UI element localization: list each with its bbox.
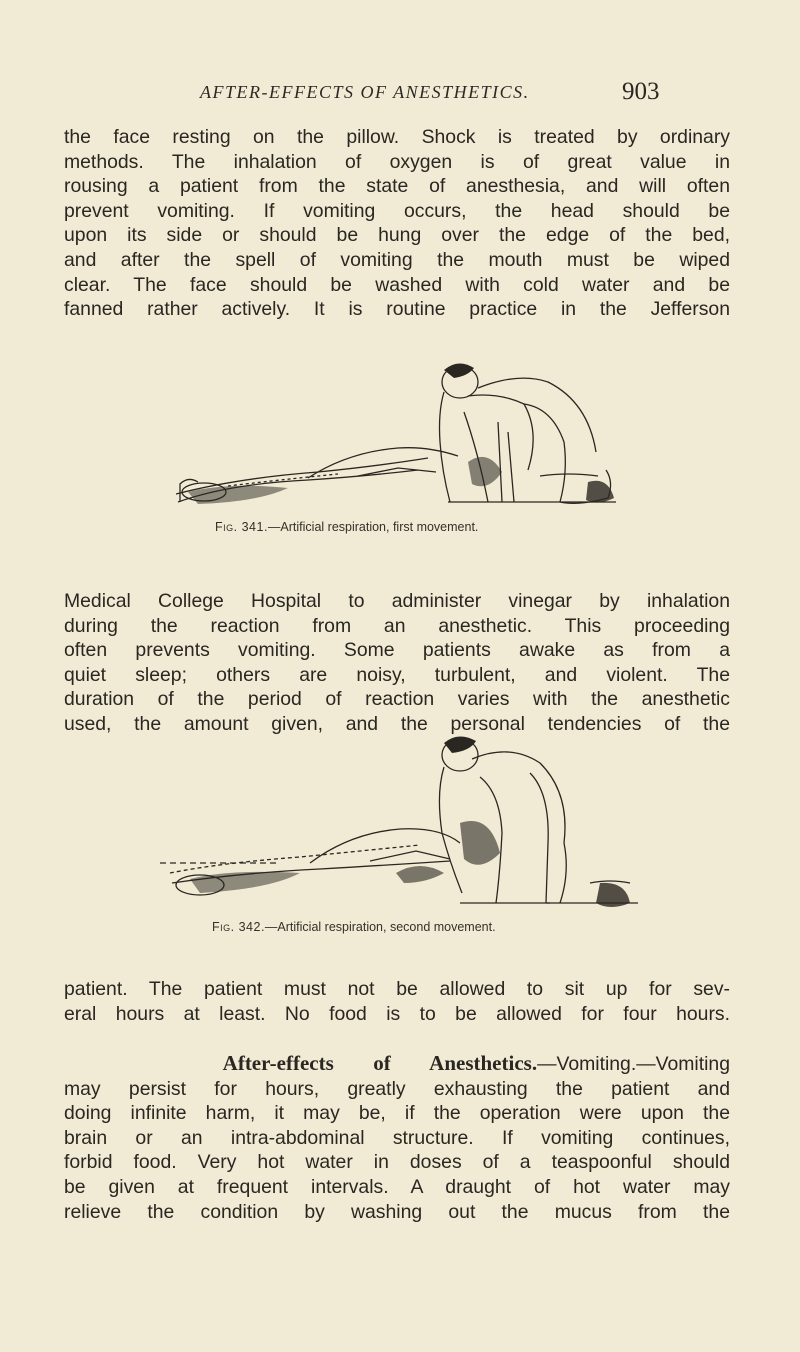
section-heading: After-effects of Anesthetics. [222, 1051, 538, 1075]
text-line: used, the amount given, and the personal tendencies of the [64, 712, 730, 735]
text-line: patient. The patient must not be allowed to sit up for sev- [64, 978, 730, 1000]
page-header [0, 80, 800, 114]
figure-341-illustration [168, 352, 616, 510]
text-line: fanned rather actively. It is routine practice in the Jefferson [64, 298, 730, 321]
text-line: doing infinite harm, it may be, if the operation were upon the [64, 1102, 730, 1125]
text-line: eral hours at least. No food is to be allowed for four hours. [64, 1002, 730, 1025]
figure-number: Fig. 341. [215, 520, 268, 534]
figure-number: Fig. 342. [212, 920, 265, 934]
figure-caption-text: —Artificial respiration, second movement. [264, 920, 496, 934]
page-number: 903 [622, 78, 660, 105]
text-line: duration of the period of reaction varies with the anesthetic [64, 688, 730, 711]
figure-341-caption [215, 520, 478, 534]
text-line: upon its side or should be hung over the edge of the bed, [64, 224, 730, 247]
figure-caption-text: —Artificial respiration, first movement. [267, 520, 479, 534]
text-line: methods. The inhalation of oxygen is of great value in [64, 150, 730, 173]
text-fragment: —Vomiting [636, 1053, 730, 1075]
text-line: and after the spell of vomiting the mouth must be wiped [64, 248, 730, 271]
text-line: the face resting on the pillow. Shock is treated by ordinary [64, 126, 730, 148]
text-line: Medical College Hospital to administer vinegar by inhalation [64, 590, 730, 612]
text-line: relieve the condition by washing out the mucus from the [64, 1200, 730, 1223]
text-line: clear. The face should be washed with cold water and be [64, 273, 730, 296]
text-line: often prevents vomiting. Some patients awake as from a [64, 639, 730, 662]
text-line: prevent vomiting. If vomiting occurs, the head should be [64, 199, 730, 222]
text-line: rousing a patient from the state of anesthesia, and will often [64, 175, 730, 198]
paragraph-1 [64, 125, 730, 322]
paragraph-4 [64, 1051, 730, 1224]
text-line: quiet sleep; others are noisy, turbulent, and violent. The [64, 663, 730, 686]
text-line: may persist for hours, greatly exhausting the patient and [64, 1077, 730, 1100]
text-line: be given at frequent intervals. A draught of hot water may [64, 1175, 730, 1198]
figure-342-illustration [160, 733, 638, 911]
figure-342-caption [212, 920, 496, 934]
paragraph-3 [64, 977, 730, 1026]
text-line: during the reaction from an anesthetic. This proceeding [64, 614, 730, 637]
running-head: AFTER-EFFECTS OF ANESTHETICS. [200, 82, 530, 102]
text-line-with-heading [64, 1051, 730, 1077]
text-line: brain or an intra-abdominal structure. If vomiting continues, [64, 1126, 730, 1149]
text-line: forbid food. Very hot water in doses of a teaspoonful should [64, 1151, 730, 1174]
paragraph-2 [64, 589, 730, 737]
section-subheading: —Vomiting. [537, 1053, 637, 1075]
